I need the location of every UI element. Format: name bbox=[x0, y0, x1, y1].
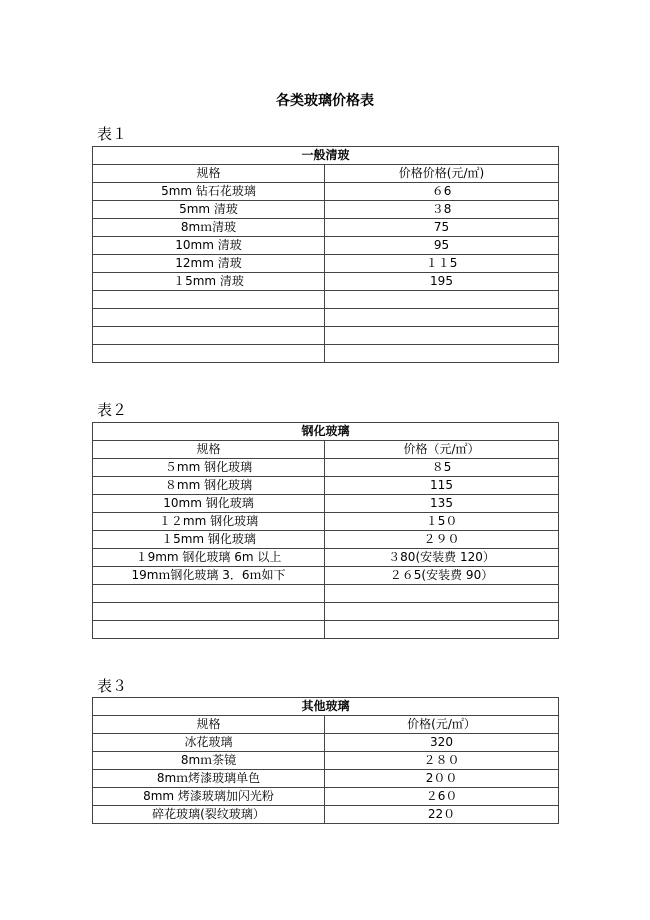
table-row bbox=[93, 237, 559, 255]
table-heading-row bbox=[93, 698, 559, 716]
spec-cell bbox=[93, 345, 325, 363]
spec-cell: 10mm 钢化玻璃 bbox=[93, 495, 325, 513]
table-row bbox=[93, 273, 559, 291]
column-header-row bbox=[93, 441, 559, 459]
price-cell: 95 bbox=[325, 237, 559, 255]
price-cell: １5０ bbox=[325, 513, 559, 531]
table-row bbox=[93, 291, 559, 309]
price-cell bbox=[325, 309, 559, 327]
spec-cell bbox=[93, 291, 325, 309]
price-cell bbox=[325, 603, 559, 621]
table-row bbox=[93, 549, 559, 567]
price-cell: 320 bbox=[325, 734, 559, 752]
column-header-row bbox=[93, 165, 559, 183]
table-heading: 一般清玻 bbox=[93, 147, 559, 165]
table-row bbox=[93, 770, 559, 788]
price-cell bbox=[325, 327, 559, 345]
spec-cell: 冰花玻璃 bbox=[93, 734, 325, 752]
price-cell: ２６5(安装费 90） bbox=[325, 567, 559, 585]
column-header-price: 价格(元/㎡） bbox=[325, 716, 559, 734]
spec-cell: １9mm 钢化玻璃 6m 以上 bbox=[93, 549, 325, 567]
spec-cell bbox=[93, 621, 325, 639]
table-heading: 其他玻璃 bbox=[93, 698, 559, 716]
price-cell: ２８０ bbox=[325, 752, 559, 770]
price-cell: 115 bbox=[325, 477, 559, 495]
price-cell bbox=[325, 585, 559, 603]
table-heading: 钢化玻璃 bbox=[93, 423, 559, 441]
table-2-label: 表２ bbox=[97, 401, 128, 419]
table-row bbox=[93, 345, 559, 363]
price-cell: 75 bbox=[325, 219, 559, 237]
price-cell bbox=[325, 621, 559, 639]
spec-cell: 8mｍ清玻 bbox=[93, 219, 325, 237]
spec-cell: 8mｍ茶镜 bbox=[93, 752, 325, 770]
table-heading-row bbox=[93, 423, 559, 441]
table-row bbox=[93, 752, 559, 770]
table-row bbox=[93, 219, 559, 237]
table-row bbox=[93, 495, 559, 513]
spec-cell bbox=[93, 585, 325, 603]
column-header-row bbox=[93, 716, 559, 734]
spec-cell: １5mm 清玻 bbox=[93, 273, 325, 291]
table-row bbox=[93, 531, 559, 549]
table-row bbox=[93, 585, 559, 603]
price-cell: ３80(安装费 120） bbox=[325, 549, 559, 567]
page-title: 各类玻璃价格表 bbox=[276, 93, 374, 109]
spec-cell: 5mm 清玻 bbox=[93, 201, 325, 219]
price-cell: 135 bbox=[325, 495, 559, 513]
table-row bbox=[93, 567, 559, 585]
spec-cell: 12mm 清玻 bbox=[93, 255, 325, 273]
spec-cell: 19mｍ钢化玻璃 3．6ｍ如下 bbox=[93, 567, 325, 585]
price-cell: ３8 bbox=[325, 201, 559, 219]
column-header-spec: 规格 bbox=[93, 716, 325, 734]
table-1-label: 表１ bbox=[97, 125, 128, 143]
spec-cell: 碎花玻璃(裂纹玻璃） bbox=[93, 806, 325, 824]
price-table-1 bbox=[92, 146, 559, 363]
column-header-price: 价格价格(元/㎡) bbox=[325, 165, 559, 183]
spec-cell: １5mm 钢化玻璃 bbox=[93, 531, 325, 549]
table-row bbox=[93, 513, 559, 531]
price-cell: １１5 bbox=[325, 255, 559, 273]
spec-cell bbox=[93, 603, 325, 621]
price-table-3 bbox=[92, 697, 559, 824]
column-header-price: 价格（元/㎡） bbox=[325, 441, 559, 459]
table-row bbox=[93, 477, 559, 495]
spec-cell bbox=[93, 309, 325, 327]
table-row bbox=[93, 734, 559, 752]
table-row bbox=[93, 806, 559, 824]
table-row bbox=[93, 183, 559, 201]
table-row bbox=[93, 201, 559, 219]
price-cell: 2００ bbox=[325, 770, 559, 788]
table-heading-row bbox=[93, 147, 559, 165]
table-row bbox=[93, 459, 559, 477]
price-cell: ６6 bbox=[325, 183, 559, 201]
spec-cell: ５mm 钢化玻璃 bbox=[93, 459, 325, 477]
table-row bbox=[93, 327, 559, 345]
spec-cell: ８mm 钢化玻璃 bbox=[93, 477, 325, 495]
price-cell: ２6０ bbox=[325, 788, 559, 806]
price-cell: ８5 bbox=[325, 459, 559, 477]
table-3-label: 表３ bbox=[97, 677, 128, 695]
table-row bbox=[93, 621, 559, 639]
table-row bbox=[93, 309, 559, 327]
spec-cell: 5mm 钻石花玻璃 bbox=[93, 183, 325, 201]
spec-cell: 8mｍ烤漆玻璃单色 bbox=[93, 770, 325, 788]
spec-cell: 8mm 烤漆玻璃加闪光粉 bbox=[93, 788, 325, 806]
column-header-spec: 规格 bbox=[93, 441, 325, 459]
price-cell: 195 bbox=[325, 273, 559, 291]
spec-cell: 10mm 清玻 bbox=[93, 237, 325, 255]
table-row bbox=[93, 788, 559, 806]
price-cell bbox=[325, 345, 559, 363]
column-header-spec: 规格 bbox=[93, 165, 325, 183]
price-cell: 22０ bbox=[325, 806, 559, 824]
spec-cell: １２mm 钢化玻璃 bbox=[93, 513, 325, 531]
price-cell bbox=[325, 291, 559, 309]
table-row bbox=[93, 255, 559, 273]
price-cell: ２９０ bbox=[325, 531, 559, 549]
price-table-2 bbox=[92, 422, 559, 639]
spec-cell bbox=[93, 327, 325, 345]
table-row bbox=[93, 603, 559, 621]
